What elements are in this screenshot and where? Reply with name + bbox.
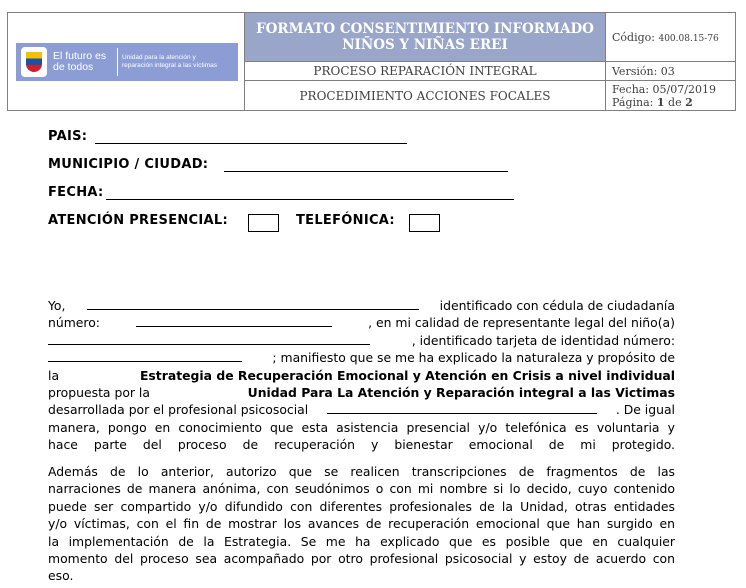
- logo-entity: Unidad para la atención y reparación integral a las víctimas: [122, 54, 218, 69]
- version: Versión: 03: [606, 62, 736, 81]
- telefonica-label: TELEFÓNICA:: [296, 213, 395, 228]
- municipio-blank[interactable]: [224, 171, 508, 172]
- logo-tagline: El futuro es de todos: [53, 49, 107, 73]
- psychosocial-professional-blank[interactable]: [327, 401, 597, 414]
- consent-paragraph-1: Yo, identificado con cédula de ciudadanía número: , en mi calidad de representante legal del niño(a) , identificado tarjeta de identidad número: ; manifiesto que se me ha explicado la naturaleza y propósito de la Estrategia de Recuperación Emocional y Atención en Crisis a nivel individual propuesta por la Unidad Para La Atención y Reparación integral a las Victimas desarrollada por el profesional psicosocial . De igual manera, pongo en conocimiento que esta asistencia presencial y/o telefónica es voluntaria y hace parte del proceso de recuperación y bienestar emocional de mi protegido.: [48, 298, 675, 453]
- presencial-label: ATENCIÓN PRESENCIAL:: [48, 213, 228, 228]
- date: Fecha: 05/07/2019: [612, 82, 716, 96]
- consent-paragraph-2: Además de lo anterior, autorizo que se realicen transcripciones de fragmentos de las narraciones de manera anónima, con seudónimos o con mi nombre si lo decido, cuyo contenido puede ser compartido y/o difundido con diferentes profesionales de la Unidad, otras entidades y/o víctimas, con el fin de mostrar los avances de recuperación emocional que han surgido en la implementación de la Estrategia. Se me ha explicado que es posible que en cualquier momento del proceso sea acompañado por otro profesional psicosocial y estoy de acuerdo con eso.: [48, 464, 675, 584]
- tarjeta-blank[interactable]: [48, 349, 242, 362]
- name-blank[interactable]: [87, 297, 419, 310]
- document-header: [7, 12, 736, 111]
- logo-divider: [117, 48, 118, 76]
- presencial-checkbox[interactable]: [248, 214, 279, 232]
- logo-cell: [8, 13, 245, 111]
- fecha-label: FECHA:: [48, 185, 104, 200]
- page-number: Página: 1 de 2: [612, 95, 693, 109]
- date-page-cell: [606, 81, 736, 111]
- municipio-label: MUNICIPIO / CIUDAD:: [48, 157, 209, 172]
- cedula-blank[interactable]: [136, 314, 332, 327]
- code-cell: [606, 13, 736, 62]
- government-logo: [16, 43, 238, 81]
- code-label: Código:: [612, 30, 655, 44]
- fecha-blank[interactable]: [106, 199, 514, 200]
- colombia-shield-icon: [21, 47, 47, 77]
- pais-label: PAIS:: [48, 129, 88, 144]
- process-name: PROCESO REPARACIÓN INTEGRAL: [245, 62, 606, 81]
- code-value: 400.08.15-76: [658, 33, 719, 44]
- document-title: FORMATO CONSENTIMIENTO INFORMADO NIÑOS Y NIÑAS EREI: [245, 13, 606, 62]
- procedure-name: PROCEDIMIENTO ACCIONES FOCALES: [245, 81, 606, 111]
- telefonica-checkbox[interactable]: [409, 214, 440, 232]
- pais-blank[interactable]: [95, 143, 407, 144]
- child-name-blank[interactable]: [48, 332, 370, 345]
